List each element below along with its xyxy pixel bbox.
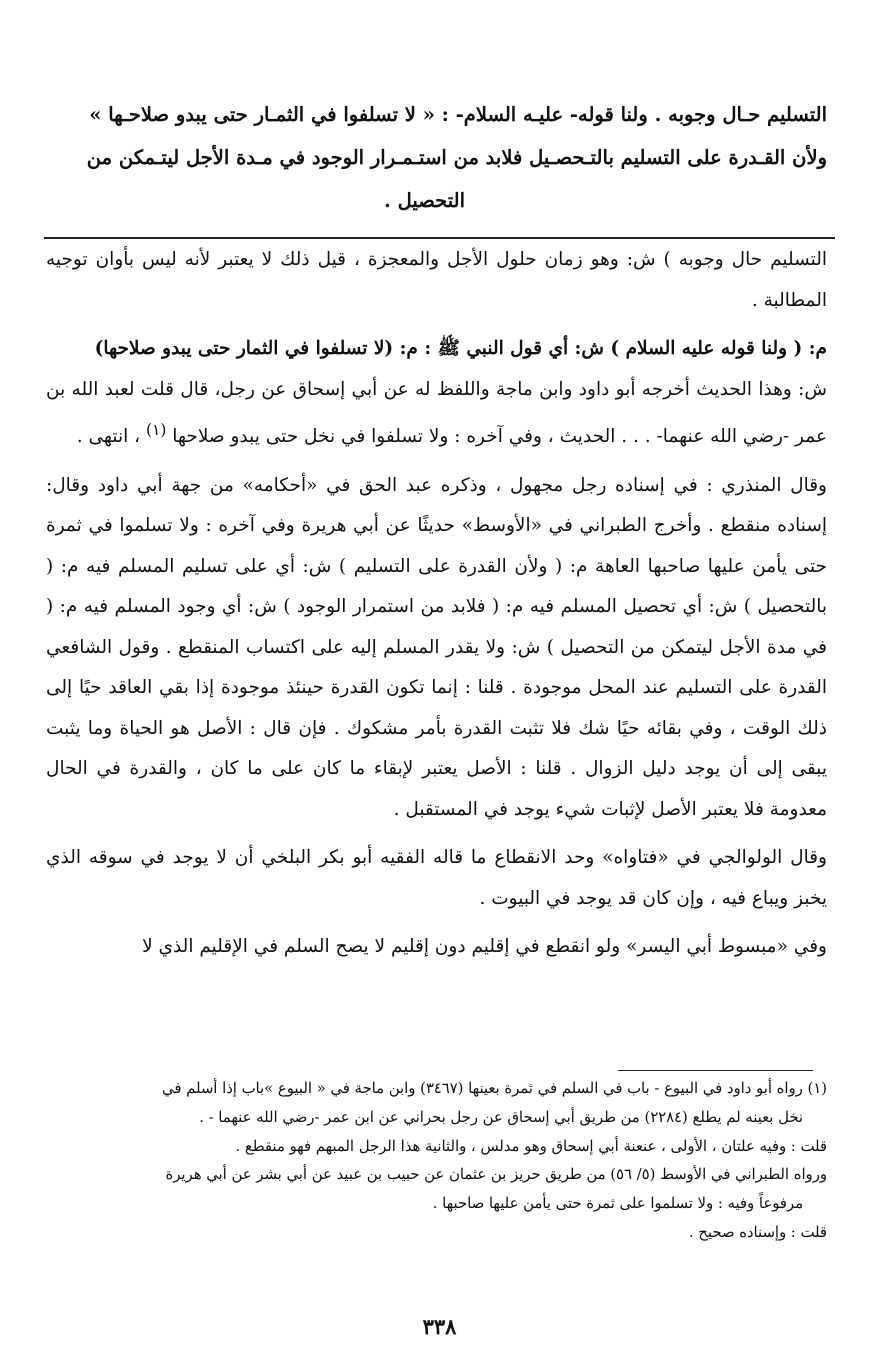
sharh-paragraph-3: وقال المنذري : في إسناده رجل مجهول ، وذكره عبد الحق في «أحكامه» من جهة أبي داود وقال: إسناده منقطع . وأخرج الطبراني في «الأوسط» حديثًا عن أبي هريرة وفي آخره : ولا تسلموا في ثمرة حتى يأمن عليها صاحبها العاهة م: ( ولأن القدرة على التسليم ) ش: أي على تسليم المسلم فيه م: ( بالتحصيل ) ش: أي تحصيل المسلم فيه م: ( فلابد من استمرار الوجود ) ش: أي وجود المسلم فيه م: ( في مدة الأجل ليتمكن من التحصيل ) ش: ولا يقدر المسلم إليه على اكتساب المنقطع . وقول الشافعي القدرة على التسليم عند المحل موجودة . قلنا : إنما تكون القدرة حينئذ موجودة إذا بقي العاقد حيًا إلى ذلك الوقت ، وفي بقائه حيًا شك فلا تثبت القدرة بأمر مشكوك . فإن قال : الأصل هو الحياة وما يثبت يبقى إلى أن يوجد دليل الزوال . قلنا : الأصل يعتبر لإبقاء ما كان على ما كان ، والقدرة في الحال معدومة فلا يعتبر الأصل لإثبات شيء يوجد في المستقبل . (46, 474, 827, 820)
footnotes (46, 1075, 827, 1248)
footnote-line-3: قلت : وفيه علتان ، الأولى ، عنعنة أبي إسحاق وهو مدلس ، والثانية هذا الرجل المبهم فهو منقطع . (235, 1137, 827, 1155)
footnote-line-4: ورواه الطبراني في الأوسط (٥/ ٥٦) من طريق حريز بن عثمان عن حبيب بن عبيد عن أبي بشر عن أبي هريرة (165, 1166, 827, 1184)
matn-line-3: التحصيل . (384, 189, 465, 212)
footnote-divider (618, 1070, 813, 1071)
page-number: ٣٣٨ (422, 1314, 457, 1339)
sharh-paragraph-2 (46, 329, 827, 458)
footnote-line-5: مرفوعاً وفيه : ولا تسلموا على ثمرة حتى يأمن عليها صاحبها . (432, 1195, 803, 1213)
matn-line-2: ولأن القـدرة على التسليم بالتـحصـيل فلابد من استـمـرار الوجود في مـدة الأجل ليتـمكن من (86, 146, 827, 169)
sharh-paragraph-4: وقال الولوالجي في «فتاواه» وحد الانقطاع ما قاله الفقيه أبو بكر البلخي أن لا يوجد في سوقه الذي يخبز ويباع فيه ، وإن كان قد يوجد في البيوت . (46, 847, 827, 909)
matn-text (46, 93, 827, 222)
footnote-line-6: قلت : وإسناده صحيح . (688, 1223, 827, 1241)
footnote-ref-1: (١) (146, 421, 167, 439)
matn-line-1: التسليم حـال وجوبه . ولنا قوله- عليـه السلام- : « لا تسلفوا في الثمـار حتى يبدو صلاحـها » (89, 103, 827, 126)
footnote-line-2: نخل بعينه لم يطلع (٢٢٨٤) من طريق أبي إسحاق عن رجل بحراني عن ابن عمر -رضي الله عنهما - . (199, 1108, 803, 1126)
sharh-paragraph-2-end: ، انتهى . (76, 426, 141, 448)
footnote-line-1: (١) رواه أبو داود في البيوع - باب في السلم في ثمرة بعينها (٣٤٦٧) وابن ماجة في « البيوع »باب إذا أسلم في (162, 1080, 827, 1097)
sharh-paragraph-1: التسليم حال وجوبه ) ش: وهو زمان حلول الأجل والمعجزة ، قيل ذلك لا يعتبر لأنه ليس بأوان توجيه المطالبة . (46, 249, 827, 311)
sharh-paragraph-5: وفي «مبسوط أبي اليسر» ولو انقطع في إقليم دون إقليم لا يصح السلم في الإقليم الذي لا (142, 936, 827, 958)
sharh-paragraph-2-body: ش: وهذا الحديث أخرجه أبو داود وابن ماجة واللفظ له عن أبي إسحاق عن رجل، قال قلت لعبد الله بن عمر -رضي الله عنهما- . . . الحديث ، وفي آخره : ولا تسلفوا في نخل حتى يبدو صلاحها (46, 378, 827, 448)
quoted-matn: م: ( ولنا قوله عليه السلام ) ش: أي قول النبي ﷺ : م: (لا تسلفوا في الثمار حتى يبدو صلاحها) (94, 338, 827, 359)
matn-divider (44, 237, 835, 239)
sharh-commentary (46, 240, 827, 968)
